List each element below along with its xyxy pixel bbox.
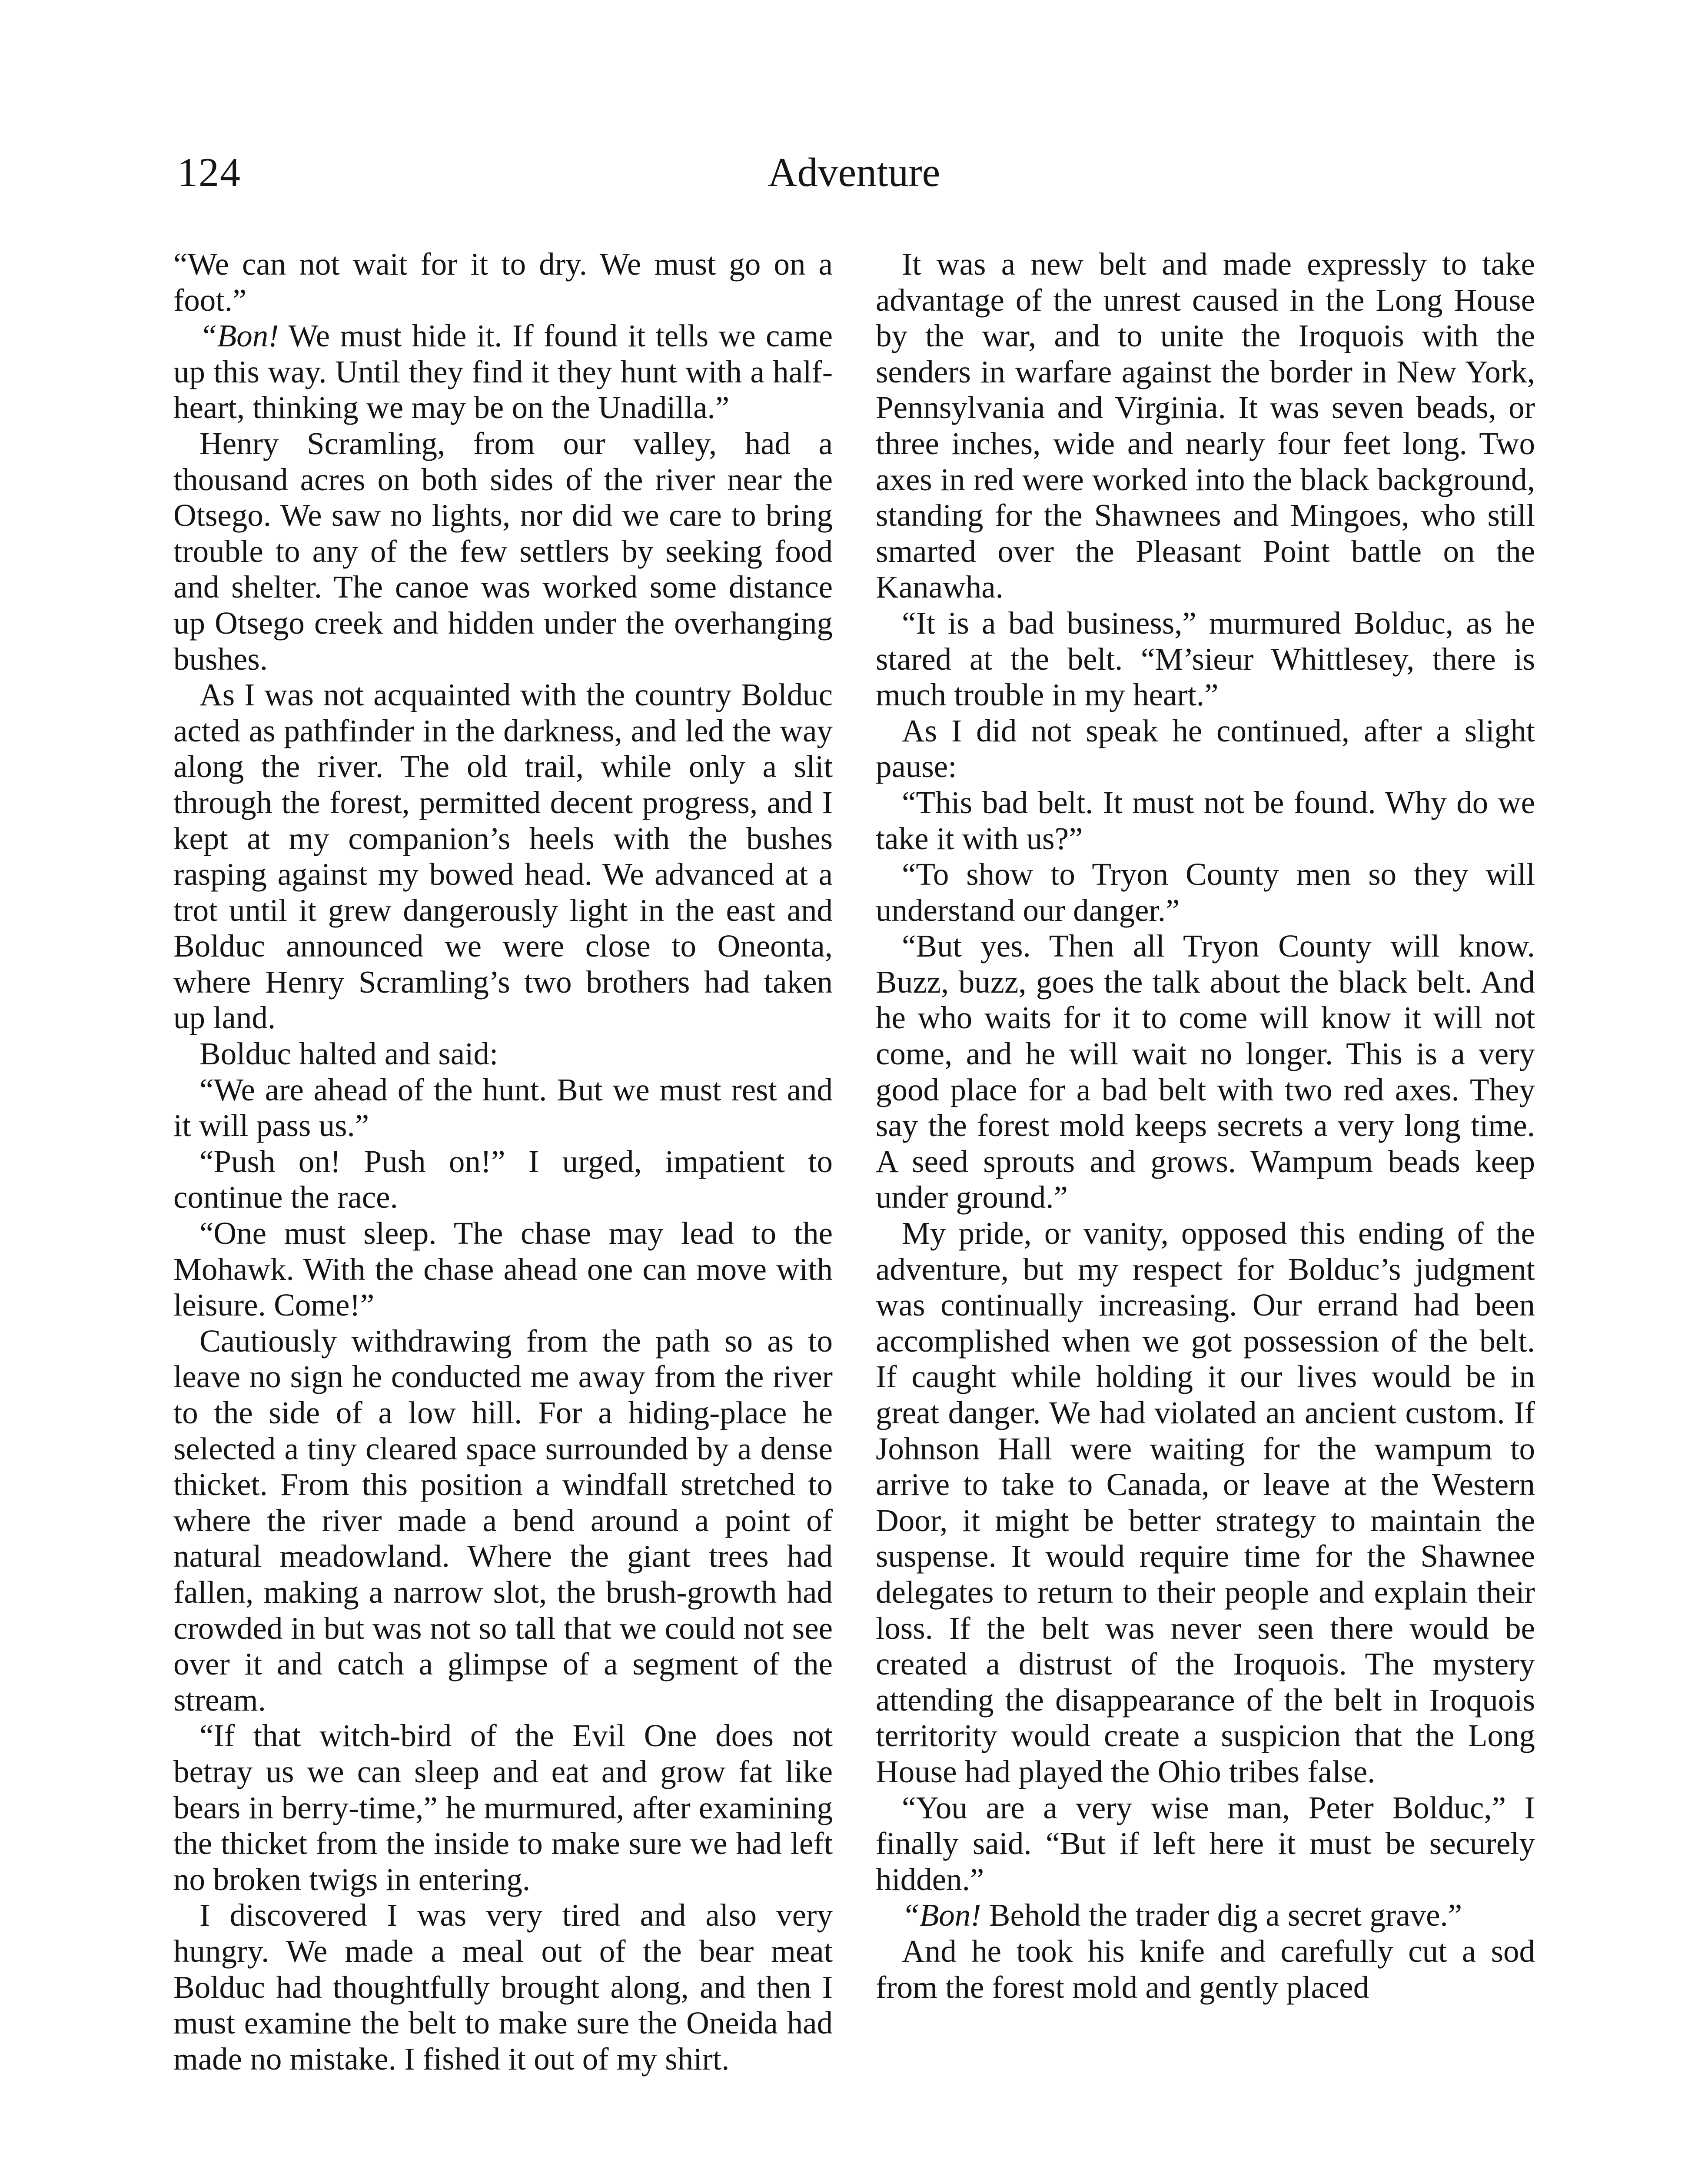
paragraph: [173, 318, 833, 426]
italic-exclamation: “Bon!: [199, 318, 279, 354]
paragraph: “You are a very wise man, Peter Bolduc,” I finally said. “But if left here it must be securely hidden.”: [876, 1790, 1535, 1897]
paragraph: [876, 1897, 1535, 1934]
paragraph: “One must sleep. The chase may lead to the Mohawk. With the chase ahead one can move with leisure. Come!”: [173, 1216, 833, 1323]
paragraph-text: Behold the trader dig a secret grave.”: [981, 1897, 1462, 1933]
right-column: [876, 246, 1535, 2005]
paragraph: “If that witch-bird of the Evil One does not betray us we can sleep and eat and grow fat like bears in berry-time,” he murmured, after examining the thicket from the inside to make sure we had left no broken twigs in entering.: [173, 1718, 833, 1897]
paragraph: And he took his knife and carefully cut a sod from the forest mold and gently placed: [876, 1933, 1535, 2005]
page-number: 124: [177, 150, 241, 195]
paragraph: My pride, or vanity, opposed this ending of the adventure, but my respect for Bolduc’s judgment was continually increasing. Our errand had been accomplished when we got possession of the belt. If caught while holding it our lives would be in great danger. We had violated an ancient custom. If Johnson Hall were waiting for the wampum to arrive to take to Canada, or leave at the Western Door, it might be better strategy to maintain the suspense. It would require time for the Shawnee delegates to return to their people and explain their loss. If the belt was never seen there would be created a distrust of the Iroquois. The mystery attending the disappearance of the belt in Iroquois territority would create a suspicion that the Long House had played the Ohio tribes false.: [876, 1216, 1535, 1789]
paragraph: “To show to Tryon County men so they will understand our danger.”: [876, 857, 1535, 928]
paragraph: “It is a bad business,” murmured Bolduc, as he stared at the belt. “M’sieur Whittlesey, there is much trouble in my heart.”: [876, 605, 1535, 713]
paragraph: Henry Scramling, from our valley, had a thousand acres on both sides of the river near the Otsego. We saw no lights, nor did we care to bring trouble to any of the few settlers by seeking food and shelter. The canoe was worked some distance up Otsego creek and hidden under the overhanging bushes.: [173, 425, 833, 677]
paragraph: “This bad belt. It must not be found. Why do we take it with us?”: [876, 784, 1535, 856]
paragraph: Bolduc halted and said:: [199, 1036, 498, 1072]
paragraph: It was a new belt and made expressly to take advantage of the unrest caused in the Long House by the war, and to unite the Iroquois with the senders in warfare against the border in New York, Pennsylvania and Virginia. It was seven beads, or three inches, wide and nearly four feet long. Two axes in red were worked into the black background, standing for the Shawnees and Mingoes, who still smarted over the Pleasant Point battle on the Kanawha.: [876, 246, 1535, 605]
paragraph: Cautiously withdrawing from the path so as to leave no sign he conducted me away from the river to the side of a low hill. For a hiding-place he selected a tiny cleared space surrounded by a dense thicket. From this position a windfall stretched to where the river made a bend around a point of natural meadowland. Where the giant trees had fallen, making a narrow slot, the brush-growth had crowded in but was not so tall that we could not see over it and catch a glimpse of a segment of the stream.: [173, 1323, 833, 1718]
paragraph: I discovered I was very tired and also very hungry. We made a meal out of the bear meat Bolduc had thoughtfully brought along, and then I must examine the belt to make sure the Oneida had made no mistake. I fished it out of my shirt.: [173, 1897, 833, 2077]
paragraph: “We can not wait for it to dry. We must go on a foot.”: [173, 246, 833, 318]
paragraph: As I did not speak he continued, after a slight pause:: [876, 713, 1535, 784]
italic-exclamation: “Bon!: [902, 1897, 981, 1933]
paragraph: As I was not acquainted with the country Bolduc acted as pathfinder in the darkness, and led the way along the river. The old trail, while only a slit through the forest, permitted decent progress, and I kept at my companion’s heels with the bushes rasping against my bowed head. We advanced at a trot until it grew dangerously light in the east and Bolduc announced we were close to Oneonta, where Henry Scramling’s two brothers had taken up land.: [173, 677, 833, 1036]
paragraph: “But yes. Then all Tryon County will know. Buzz, buzz, goes the talk about the black belt. And he who waits for it to come will know it will not come, and he will wait no longer. This is a very good place for a bad belt with two red axes. They say the forest mold keeps secrets a very long time. A seed sprouts and grows. Wampum beads keep under ground.”: [876, 928, 1535, 1215]
paragraph-text: We must hide it. If found it tells we came up this way. Until they find it they hunt with a half-heart, thinking we may be on the Unadilla.”: [173, 318, 833, 425]
left-column: [173, 246, 833, 2077]
paragraph: “Push on! Push on!” I urged, impatient to continue the race.: [173, 1143, 833, 1215]
page-title: Adventure: [768, 150, 940, 195]
paragraph: “We are ahead of the hunt. But we must rest and it will pass us.”: [173, 1072, 833, 1143]
